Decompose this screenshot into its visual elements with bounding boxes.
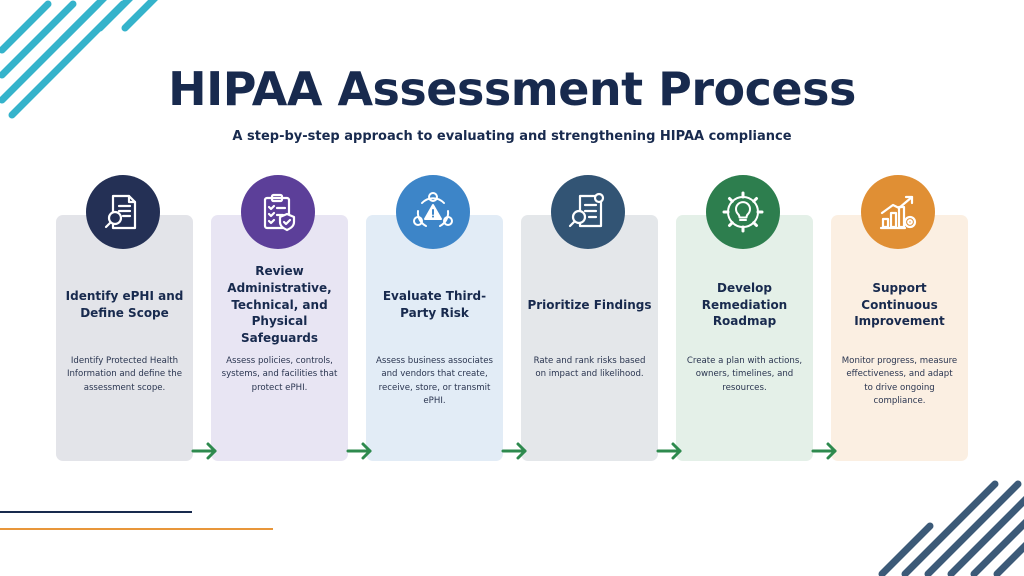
bottom-right-stripes [860, 470, 1024, 576]
step-title: Review Administrative, Technical, and Physical Safeguards [227, 264, 332, 346]
step-description: Assess policies, controls, systems, and facilities that protect ePHI. [221, 356, 338, 393]
step-description: Rate and rank risks based on impact and likelihood. [533, 356, 646, 380]
document-magnifier-icon [101, 190, 145, 234]
step-card-2 [211, 215, 348, 461]
step-description: Create a plan with actions, owners, timelines, and resources. [686, 356, 803, 393]
step-icon-circle-1 [86, 175, 160, 249]
step-card-5 [676, 215, 813, 461]
arrow-right-icon [500, 441, 530, 461]
checklist-search-icon [566, 190, 610, 234]
step-card-6 [831, 215, 968, 461]
divider-line-orange [0, 528, 273, 530]
arrow-right-icon [345, 441, 375, 461]
divider-line-navy [0, 511, 192, 513]
step-title: Support Continuous Improvement [854, 280, 945, 329]
page-title: HIPAA Assessment Process [168, 62, 856, 116]
arrow-right-icon [810, 441, 840, 461]
step-title: Develop Remediation Roadmap [701, 280, 788, 329]
step-title: Evaluate Third-Party Risk [382, 289, 487, 320]
step-title: Identify ePHI and Define Scope [65, 289, 184, 320]
step-title: Prioritize Findings [527, 297, 652, 312]
lightbulb-gear-icon [719, 188, 767, 236]
network-warning-icon [410, 189, 456, 235]
clipboard-shield-icon [256, 190, 300, 234]
growth-chart-icon [875, 189, 921, 235]
step-icon-circle-3 [396, 175, 470, 249]
step-icon-circle-4 [551, 175, 625, 249]
step-card-3 [366, 215, 503, 461]
step-icon-circle-6 [861, 175, 935, 249]
step-description: Identify Protected Health Information and define the assessment scope. [66, 356, 183, 393]
step-description: Monitor progress, measure effectiveness, and adapt to drive ongoing compliance. [841, 356, 958, 406]
step-card-1 [56, 215, 193, 461]
arrow-right-icon [190, 441, 220, 461]
arrow-right-icon [655, 441, 685, 461]
step-description: Assess business associates and vendors that create, receive, store, or transmit ePHI. [376, 356, 493, 406]
step-icon-circle-5 [706, 175, 780, 249]
step-card-4 [521, 215, 658, 461]
step-icon-circle-2 [241, 175, 315, 249]
page-subtitle: A step-by-step approach to evaluating and strengthening HIPAA compliance [232, 129, 792, 144]
